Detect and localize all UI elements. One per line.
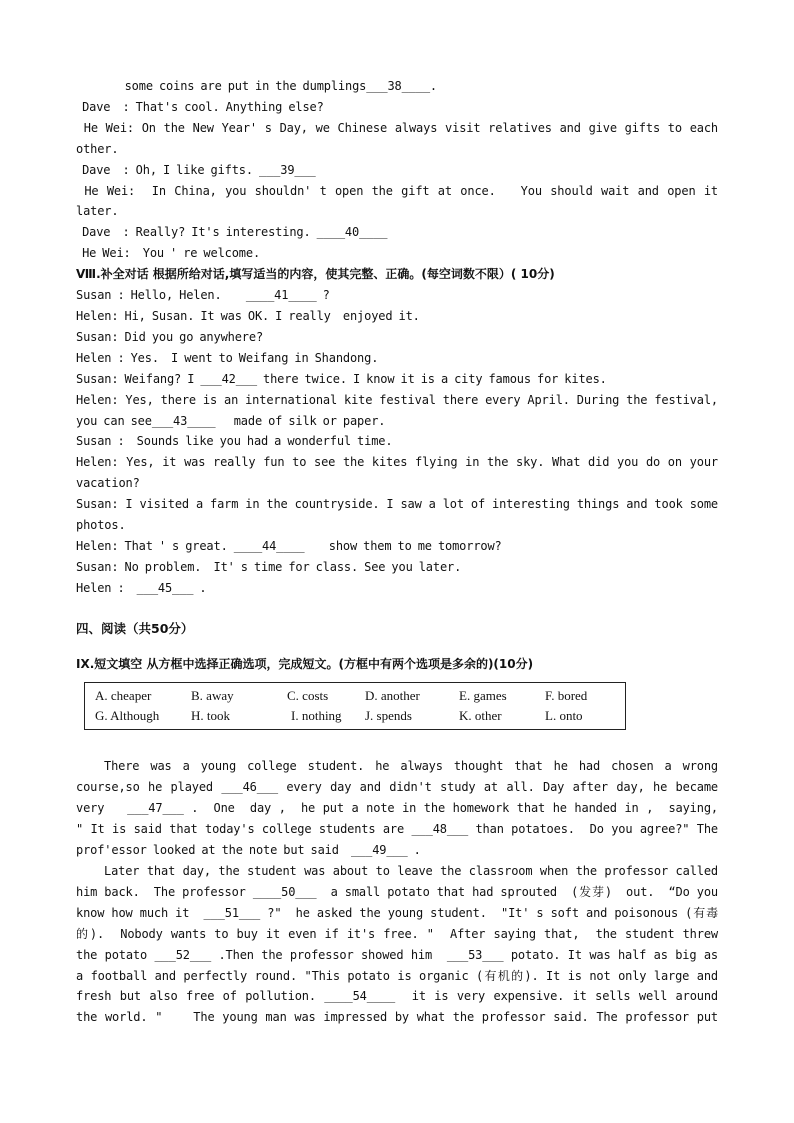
option-c: C. costs (287, 688, 329, 704)
options-row (95, 706, 625, 726)
dialogue-he-wei-dave (76, 76, 718, 264)
passage-line: course,so he played ___46___ every day and didn't study at all. Day after day, he became (76, 780, 718, 795)
option-e: E. games (459, 688, 507, 704)
dialogue-line: Susan: I visited a farm in the countryside. I saw a lot of interesting things and took some (76, 497, 718, 512)
dialogue-line: other. (76, 141, 119, 156)
section-8-complete-dialogue (76, 264, 718, 599)
dialogue-line: Susan: No problem. It' s time for class. See you later. (76, 559, 462, 574)
option-l: L. onto (545, 708, 583, 724)
option-i: I. nothing (291, 708, 342, 724)
passage-line: fresh but also free of pollution. ____54____ it is very expensive. it sells well around (76, 989, 718, 1004)
passage-line: 的). Nobody wants to buy it even if it's free. " After saying that, the student threw (76, 926, 718, 941)
dialogue-line: Dave : Really? It's interesting. ____40____ (76, 225, 388, 240)
passage-line: a football and perfectly round. "This potato is organic (有机的). It is not only large and (76, 968, 718, 983)
section-9-cloze (76, 654, 718, 731)
document-page (76, 76, 718, 1028)
passage-line: very ___47___ . One day , he put a note in the homework that he handed in , saying, (76, 801, 718, 816)
dialogue-line: you can see___43____ made of silk or paper. (76, 413, 386, 428)
dialogue-line: Helen : Yes. I went to Weifang in Shandong. (76, 350, 379, 365)
dialogue-line: Helen: That ' s great. ____44____ show them to me tomorrow? (76, 538, 502, 553)
dialogue-line: Dave : That's cool. Anything else? (76, 99, 324, 114)
dialogue-line: some coins are put in the dumplings___38____. (76, 79, 437, 93)
dialogue-line: Helen: Yes, there is an international kite festival there every April. During the festival, (76, 392, 718, 407)
section-8-heading: Ⅷ.补全对话 根据所给对话,填写适当的内容，使其完整、正确。(每空词数不限）( 10分) (76, 267, 555, 282)
option-d: D. another (365, 688, 420, 704)
dialogue-line: Susan : Hello, Helen. ____41____ ? (76, 288, 330, 303)
dialogue-line: Helen : ___45___ . (76, 580, 207, 595)
dialogue-line: Helen: Yes, it was really fun to see the kites flying in the sky. What did you do on your (76, 455, 718, 470)
reading-passage (76, 756, 718, 1028)
section-4-title: 四、阅读（共50分） (76, 620, 194, 636)
option-g: G. Although (95, 708, 160, 724)
option-h: H. took (191, 708, 230, 724)
dialogue-line: Susan : Sounds like you had a wonderful time. (76, 434, 393, 449)
option-a: A. cheaper (95, 688, 152, 704)
option-j: J. spends (365, 708, 412, 724)
passage-line: the world. " The young man was impressed by what the professor said. The professor put (76, 1010, 718, 1025)
dialogue-line: vacation? (76, 476, 140, 491)
passage-line: know how much it ___51___ ?" he asked the young student. "It' s soft and poisonous (有毒 (76, 905, 718, 920)
options-box (84, 682, 626, 730)
section-9-heading: IX.短文填空 从方框中选择正确选项，完成短文。(方框中有两个选项是多余的)(10分) (76, 656, 534, 671)
passage-line: " It is said that today's college students are ___48___ than potatoes. Do you agree?" The (76, 822, 718, 837)
passage-line: Later that day, the student was about to leave the classroom when the professor called (104, 864, 718, 878)
option-f: F. bored (545, 688, 588, 704)
option-k: K. other (459, 708, 502, 724)
dialogue-line: He Wei: On the New Year' s Day, we Chinese always visit relatives and give gifts to each (76, 120, 718, 135)
dialogue-line: Susan: Did you go anywhere? (76, 329, 264, 344)
dialogue-line: Dave : Oh, I like gifts. ___39___ (76, 162, 316, 177)
dialogue-line: Helen: Hi, Susan. It was OK. I really enjoyed it. (76, 308, 420, 323)
passage-line: There was a young college student. he always thought that he had chosen a wrong (104, 759, 718, 774)
dialogue-line: later. (76, 204, 119, 219)
dialogue-line: He Wei: In China, you shouldn' t open the gift at once. You should wait and open it (76, 183, 718, 198)
option-b: B. away (191, 688, 234, 704)
passage-line: the potato ___52___ .Then the professor showed him ___53___ potato. It was half as big as (76, 947, 718, 962)
passage-line: him back. The professor ____50___ a small potato that had sprouted (发芽) out. “Do you (76, 884, 718, 899)
dialogue-line: photos. (76, 518, 126, 533)
dialogue-line: Susan: Weifang? I ___42___ there twice. I know it is a city famous for kites. (76, 371, 607, 386)
dialogue-line: He Wei: You ' re welcome. (76, 246, 261, 261)
options-row (95, 686, 625, 706)
passage-line: prof'essor looked at the note but said ___49___ . (76, 843, 421, 858)
